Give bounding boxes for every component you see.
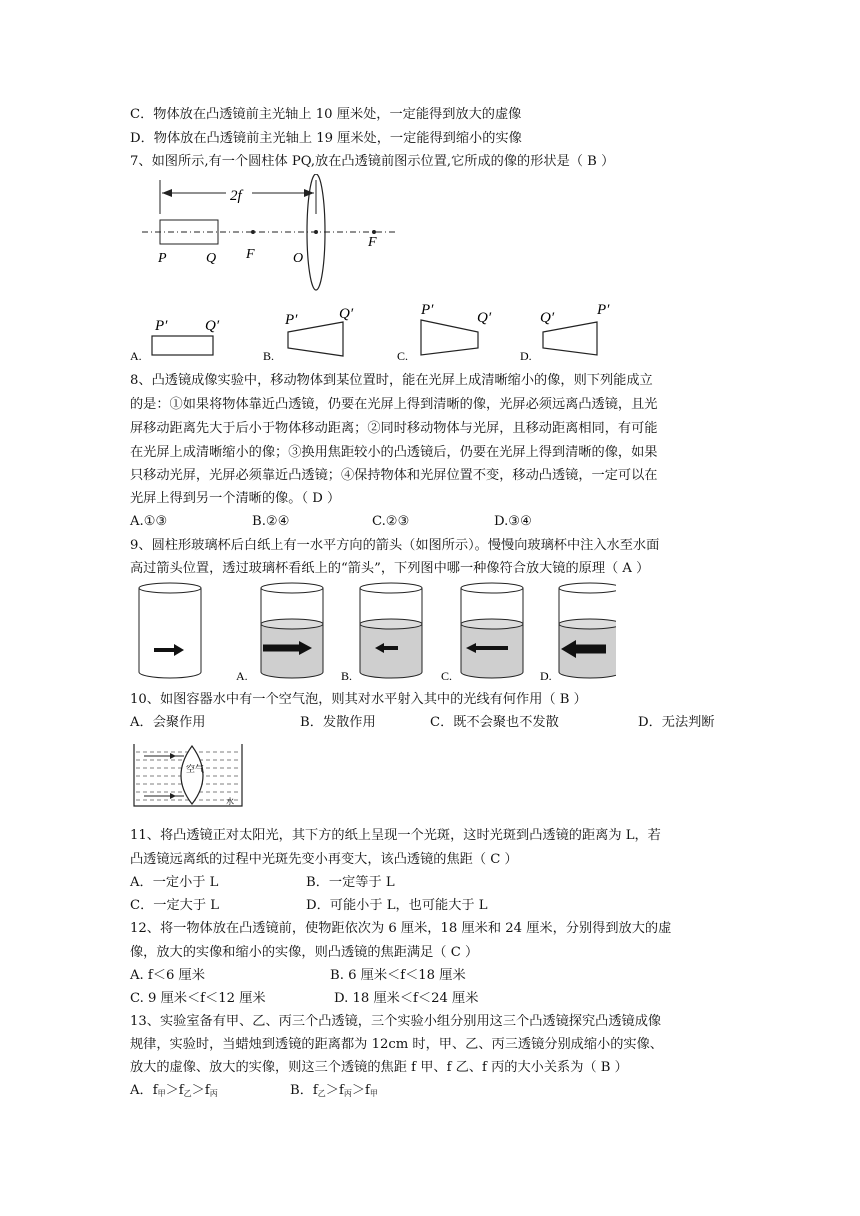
q8-line-4: 在光屏上成清晰缩小的像；③换用焦距较小的凸透镜后，仍要在光屏上得到清晰的像，如果 bbox=[130, 445, 658, 460]
q10-diagram bbox=[130, 742, 250, 810]
question-7: 7、如图所示,有一个圆柱体 PQ,放在凸透镜前图示位置,它所成的像的形状是（ B ） bbox=[130, 154, 615, 169]
label-f-left: F bbox=[246, 247, 255, 262]
q10-option-c: C．既不会聚也不发散 bbox=[430, 715, 559, 730]
q13a-sub-2: 乙 bbox=[183, 1089, 192, 1098]
q7-option-a: A. bbox=[130, 349, 142, 363]
q12-option-c: C. 9 厘米＜f＜12 厘米 bbox=[130, 991, 266, 1006]
q7a-p: P′ bbox=[155, 318, 168, 334]
q13a-sub-3: 丙 bbox=[209, 1089, 218, 1098]
q7d-q: Q′ bbox=[540, 310, 555, 326]
q13-option-a bbox=[130, 1082, 218, 1103]
q7c-q: Q′ bbox=[477, 310, 492, 326]
q9-option-a: A. bbox=[236, 669, 248, 683]
q13b-prefix: B．f bbox=[290, 1083, 318, 1098]
q12-option-a: A. f＜6 厘米 bbox=[130, 968, 205, 983]
q7d-p: P′ bbox=[597, 302, 610, 318]
q11-line-1: 11、将凸透镜正对太阳光，其下方的纸上呈现一个光斑，这时光斑到凸透镜的距离为 L，若 bbox=[130, 828, 661, 843]
q9-line-2: 高过箭头位置，透过玻璃杯看纸上的“箭头”，下列图中哪一种像符合放大镜的原理（ A ） bbox=[130, 561, 650, 576]
q13a-mid-1: ＞f bbox=[165, 1083, 184, 1098]
q7b-q: Q′ bbox=[339, 306, 354, 322]
label-p: P bbox=[158, 251, 167, 266]
q11-option-b: B．一定等于 L bbox=[306, 875, 395, 890]
q9-line-1: 9、圆柱形玻璃杯后白纸上有一水平方向的箭头（如图所示）。慢慢向玻璃杯中注入水至水面 bbox=[130, 538, 660, 553]
q10-option-d: D．无法判断 bbox=[638, 715, 715, 730]
q8-line-6: 光屏上得到另一个清晰的像。（ D ） bbox=[130, 491, 341, 506]
q8-option-b: B.②④ bbox=[252, 514, 290, 529]
q12-line-1: 12、将一物体放在凸透镜前，使物距依次为 6 厘米，18 厘米和 24 厘米，分别得到放大的虚 bbox=[130, 921, 672, 936]
q7-options bbox=[125, 298, 645, 364]
q11-line-2: 凸透镜远离纸的过程中光斑先变小再变大，该凸透镜的焦距（ C ） bbox=[130, 852, 518, 867]
q8-line-5: 只移动光屏，光屏必须靠近凸透镜；④保持物体和光屏位置不变，移动凸透镜，一定可以在 bbox=[130, 468, 658, 483]
label-o: O bbox=[293, 251, 304, 266]
q13b-mid-2: ＞f bbox=[351, 1083, 370, 1098]
q7c-p: P′ bbox=[421, 302, 434, 318]
q11-option-a: A．一定小于 L bbox=[130, 875, 219, 890]
q8-option-a: A.①③ bbox=[130, 514, 168, 529]
label-2f: 2f bbox=[230, 188, 242, 204]
q13b-sub-3: 甲 bbox=[369, 1089, 378, 1098]
q8-line-2: 的是：①如果将物体靠近凸透镜，仍要在光屏上得到清晰的像，光屏必须远离凸透镜，且光 bbox=[130, 397, 658, 412]
q9-option-b: B. bbox=[341, 669, 353, 683]
q11-option-c: C．一定大于 L bbox=[130, 898, 219, 913]
q8-option-c: C.②③ bbox=[372, 514, 410, 529]
q13a-sub-1: 甲 bbox=[157, 1089, 166, 1098]
q7-option-b: B. bbox=[263, 349, 275, 363]
label-f-right: F bbox=[368, 235, 377, 250]
q12-line-2: 像，放大的实像和缩小的实像，则凸透镜的焦距满足（ C ） bbox=[130, 945, 479, 960]
q9-option-c: C. bbox=[441, 669, 453, 683]
q7-option-c: C. bbox=[397, 349, 409, 363]
line-d-option: D．物体放在凸透镜前主光轴上 19 厘米处，一定能得到缩小的实像 bbox=[130, 131, 522, 146]
q13-option-b bbox=[290, 1082, 378, 1103]
water-label: 水 bbox=[226, 797, 234, 806]
q8-line-1: 8、凸透镜成像实验中，移动物体到某位置时，能在光屏上成清晰缩小的像，则下列能成立 bbox=[130, 373, 653, 388]
q9-option-d: D. bbox=[540, 669, 552, 683]
q13-line-1: 13、实验室备有甲、乙、丙三个凸透镜，三个实验小组分别用这三个凸透镜探究凸透镜成像 bbox=[130, 1014, 662, 1029]
q7b-p: P′ bbox=[285, 312, 298, 328]
q12-option-d: D. 18 厘米＜f＜24 厘米 bbox=[334, 991, 479, 1006]
q9-diagrams bbox=[136, 582, 616, 686]
q13b-sub-2: 丙 bbox=[343, 1089, 352, 1098]
q7-option-d: D. bbox=[520, 349, 532, 363]
q13a-mid-2: ＞f bbox=[191, 1083, 210, 1098]
q10-option-b: B．发散作用 bbox=[300, 715, 376, 730]
q13-line-2: 规律，实验时，当蜡烛到透镜的距离都为 12cm 时，甲、乙、丙三透镜分别成缩小的实像、 bbox=[130, 1037, 663, 1052]
q7-diagram bbox=[140, 174, 400, 294]
q10-option-a: A．会聚作用 bbox=[130, 715, 206, 730]
q13b-mid-1: ＞f bbox=[325, 1083, 344, 1098]
q13-line-3: 放大的虚像、放大的实像，则这三个透镜的焦距 f 甲、f 乙、f 丙的大小关系为（ B ） bbox=[130, 1060, 628, 1075]
q13b-sub-1: 乙 bbox=[317, 1089, 326, 1098]
q7a-q: Q′ bbox=[205, 318, 220, 334]
question-10: 10、如图容器水中有一个空气泡，则其对水平射入其中的光线有何作用（ B ） bbox=[130, 692, 587, 707]
line-c-option: C．物体放在凸透镜前主光轴上 10 厘米处，一定能得到放大的虚像 bbox=[130, 107, 522, 122]
q8-line-3: 屏移动距离先大于后小于物体移动距离；②同时移动物体与光屏，且移动距离相同，有可能 bbox=[130, 421, 658, 436]
q13a-prefix: A．f bbox=[130, 1083, 158, 1098]
q12-option-b: B. 6 厘米＜f＜18 厘米 bbox=[330, 968, 466, 983]
q11-option-d: D．可能小于 L，也可能大于 L bbox=[306, 898, 488, 913]
q8-option-d: D.③④ bbox=[494, 514, 532, 529]
air-label: 空气 bbox=[186, 765, 205, 775]
label-q: Q bbox=[206, 251, 217, 266]
